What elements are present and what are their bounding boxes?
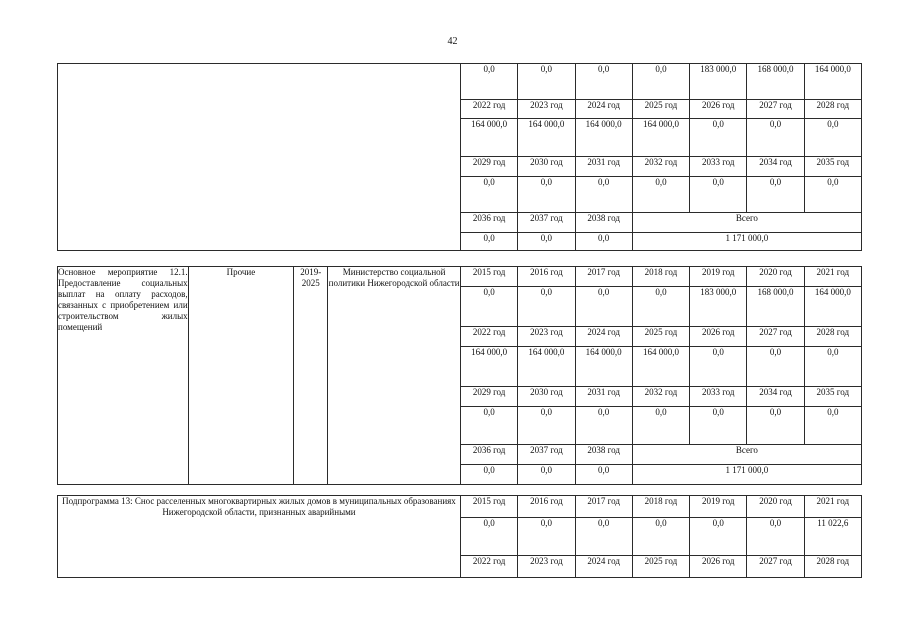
value-cell: 0,0 [575, 64, 632, 100]
budget-table [57, 63, 862, 251]
value-cell: 0,0 [690, 518, 747, 556]
value-cell: 0,0 [804, 119, 861, 157]
value-cell: 0,0 [575, 233, 632, 251]
page-number: 42 [447, 36, 458, 47]
year-cell: 2026 год [690, 100, 747, 119]
measure-executor: Министерство социальной политики Нижегородской области [328, 267, 461, 485]
year-cell: 2016 год [518, 267, 575, 287]
year-cell: 2037 год [518, 213, 575, 233]
value-cell: 11 022,6 [804, 518, 861, 556]
year-cell: 2021 год [804, 496, 861, 518]
value-cell: 0,0 [460, 233, 517, 251]
year-cell: 2017 год [575, 267, 632, 287]
year-cell: 2015 год [460, 496, 517, 518]
value-cell: 0,0 [518, 233, 575, 251]
value-cell: 164 000,0 [518, 119, 575, 157]
year-cell: 2020 год [747, 267, 804, 287]
value-cell: 0,0 [575, 287, 632, 327]
total-label: Всего [632, 213, 861, 233]
year-cell: 2028 год [804, 556, 861, 578]
year-cell: 2027 год [747, 100, 804, 119]
value-cell: 164 000,0 [632, 347, 689, 387]
value-cell: 0,0 [804, 407, 861, 445]
year-cell: 2024 год [575, 327, 632, 347]
year-cell: 2023 год [518, 556, 575, 578]
year-cell: 2023 год [518, 327, 575, 347]
block1-values-row-a [58, 64, 862, 100]
year-cell: 2028 год [804, 100, 861, 119]
value-cell: 164 000,0 [804, 287, 861, 327]
year-cell: 2035 год [804, 387, 861, 407]
value-cell: 0,0 [575, 407, 632, 445]
year-cell: 2018 год [632, 496, 689, 518]
value-cell: 0,0 [632, 64, 689, 100]
year-cell: 2022 год [460, 327, 517, 347]
year-cell: 2025 год [632, 556, 689, 578]
year-cell: 2029 год [460, 157, 517, 177]
year-cell: 2030 год [518, 387, 575, 407]
year-cell: 2033 год [690, 387, 747, 407]
value-cell: 0,0 [575, 518, 632, 556]
value-cell: 164 000,0 [804, 64, 861, 100]
value-cell: 0,0 [632, 518, 689, 556]
value-cell: 164 000,0 [460, 119, 517, 157]
value-cell: 168 000,0 [747, 287, 804, 327]
value-cell: 0,0 [460, 177, 517, 213]
value-cell: 0,0 [460, 518, 517, 556]
value-cell: 164 000,0 [575, 347, 632, 387]
value-cell: 0,0 [518, 407, 575, 445]
value-cell: 0,0 [460, 465, 517, 485]
value-cell: 164 000,0 [632, 119, 689, 157]
year-cell: 2036 год [460, 213, 517, 233]
year-cell: 2037 год [518, 445, 575, 465]
value-cell: 0,0 [518, 64, 575, 100]
value-cell: 0,0 [804, 347, 861, 387]
year-cell: 2025 год [632, 327, 689, 347]
value-cell: 0,0 [690, 347, 747, 387]
year-cell: 2024 год [575, 556, 632, 578]
year-cell: 2034 год [747, 387, 804, 407]
value-cell: 0,0 [747, 407, 804, 445]
measure-description: Основное мероприятие 12.1. Предоставление социальных выплат на оплату расходов, связанных с приобретением или строительством жилых помещений [58, 267, 189, 485]
block3-years-row-a [58, 496, 862, 518]
value-cell: 0,0 [632, 287, 689, 327]
year-cell: 2018 год [632, 267, 689, 287]
measure-period: 2019-2025 [294, 267, 328, 485]
value-cell: 0,0 [690, 407, 747, 445]
value-cell: 0,0 [747, 518, 804, 556]
value-cell: 0,0 [747, 119, 804, 157]
value-cell: 183 000,0 [690, 287, 747, 327]
year-cell: 2027 год [747, 327, 804, 347]
year-cell: 2020 год [747, 496, 804, 518]
year-cell: 2021 год [804, 267, 861, 287]
value-cell: 0,0 [518, 518, 575, 556]
value-cell: 0,0 [747, 347, 804, 387]
value-cell: 0,0 [460, 407, 517, 445]
year-cell: 2025 год [632, 100, 689, 119]
value-cell: 164 000,0 [460, 347, 517, 387]
year-cell: 2024 год [575, 100, 632, 119]
subprogram-table [57, 495, 862, 578]
year-cell: 2031 год [575, 157, 632, 177]
year-cell: 2034 год [747, 157, 804, 177]
value-cell: 0,0 [575, 177, 632, 213]
measure-table [57, 266, 862, 485]
year-cell: 2038 год [575, 445, 632, 465]
subprogram-title: Подпрограмма 13: Снос расселенных многоквартирных жилых домов в муниципальных образованиях Нижегородской области, признанных аварийными [58, 496, 461, 578]
total-value: 1 171 000,0 [632, 465, 861, 485]
year-cell: 2023 год [518, 100, 575, 119]
year-cell: 2015 год [460, 267, 517, 287]
year-cell: 2022 год [460, 100, 517, 119]
year-cell: 2027 год [747, 556, 804, 578]
year-cell: 2022 год [460, 556, 517, 578]
year-cell: 2031 год [575, 387, 632, 407]
total-value: 1 171 000,0 [632, 233, 861, 251]
year-cell: 2035 год [804, 157, 861, 177]
year-cell: 2030 год [518, 157, 575, 177]
year-cell: 2032 год [632, 387, 689, 407]
value-cell: 168 000,0 [747, 64, 804, 100]
value-cell: 0,0 [690, 177, 747, 213]
value-cell: 0,0 [460, 64, 517, 100]
value-cell: 0,0 [804, 177, 861, 213]
year-cell: 2036 год [460, 445, 517, 465]
value-cell: 164 000,0 [518, 347, 575, 387]
value-cell: 0,0 [690, 119, 747, 157]
value-cell: 0,0 [460, 287, 517, 327]
block2-years-row-a [58, 267, 862, 287]
year-cell: 2026 год [690, 556, 747, 578]
year-cell: 2029 год [460, 387, 517, 407]
measure-type: Прочие [188, 267, 294, 485]
value-cell: 0,0 [518, 465, 575, 485]
year-cell: 2033 год [690, 157, 747, 177]
year-cell: 2032 год [632, 157, 689, 177]
year-cell: 2016 год [518, 496, 575, 518]
value-cell: 164 000,0 [575, 119, 632, 157]
continuation-cell [58, 64, 461, 251]
total-label: Всего [632, 445, 861, 465]
value-cell: 183 000,0 [690, 64, 747, 100]
year-cell: 2019 год [690, 496, 747, 518]
year-cell: 2017 год [575, 496, 632, 518]
value-cell: 0,0 [575, 465, 632, 485]
year-cell: 2038 год [575, 213, 632, 233]
year-cell: 2026 год [690, 327, 747, 347]
year-cell: 2019 год [690, 267, 747, 287]
value-cell: 0,0 [518, 177, 575, 213]
value-cell: 0,0 [632, 177, 689, 213]
value-cell: 0,0 [632, 407, 689, 445]
value-cell: 0,0 [747, 177, 804, 213]
year-cell: 2028 год [804, 327, 861, 347]
value-cell: 0,0 [518, 287, 575, 327]
